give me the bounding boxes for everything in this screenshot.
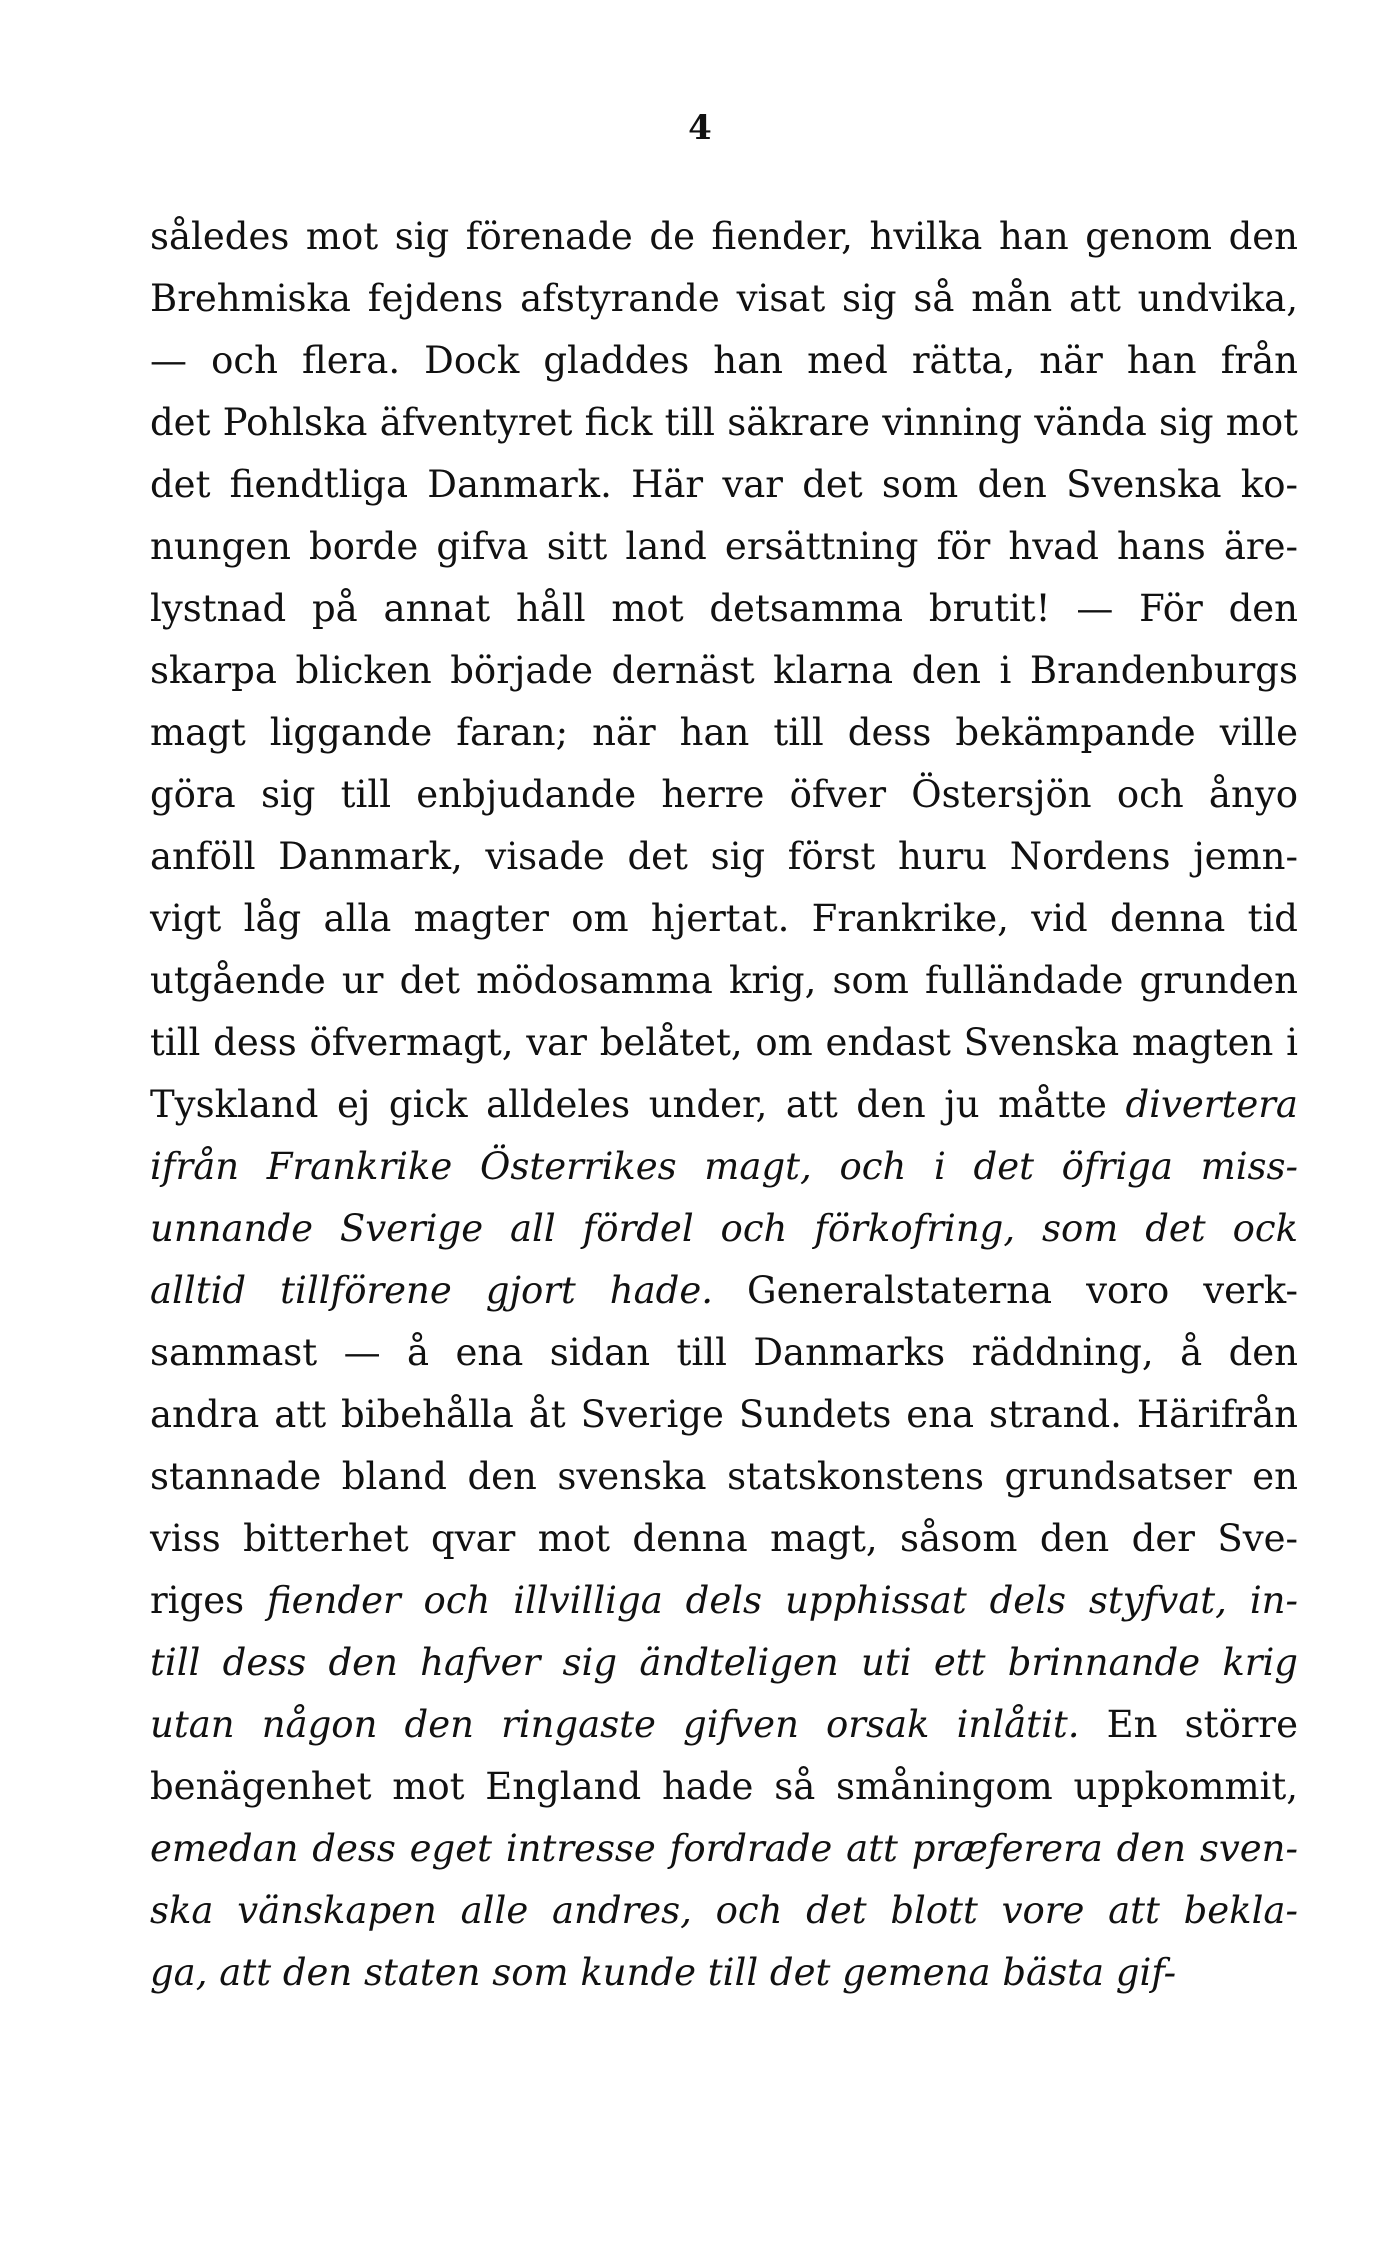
text-segment: det fiendtliga Danmark. Här var det som den Svenska ko- bbox=[150, 463, 1298, 506]
text-line bbox=[150, 1570, 1298, 1632]
italic-segment: utan någon den ringaste gifven orsak inlåtit. bbox=[150, 1703, 1080, 1746]
text-line bbox=[150, 268, 1298, 330]
text-line bbox=[150, 888, 1298, 950]
text-line bbox=[150, 1880, 1298, 1942]
text-segment: sammast — å ena sidan till Danmarks räddning, å den bbox=[150, 1331, 1298, 1374]
text-segment: lystnad på annat håll mot detsamma brutit! — För den bbox=[150, 587, 1298, 630]
text-segment: riges bbox=[150, 1579, 267, 1622]
page-number: 4 bbox=[688, 108, 712, 148]
italic-segment: alltid tillförene gjort hade. bbox=[150, 1269, 714, 1312]
text-line bbox=[150, 1012, 1298, 1074]
text-segment: stannade bland den svenska statskonstens grundsatser en bbox=[150, 1455, 1298, 1498]
text-segment: — och flera. Dock gladdes han med rätta, när han från bbox=[150, 339, 1298, 382]
text-segment: göra sig till enbjudande herre öfver Östersjön och ånyo bbox=[150, 773, 1298, 816]
text-line bbox=[150, 1942, 1298, 2004]
italic-segment: ga, att den staten som kunde till det gemena bästa gif- bbox=[150, 1951, 1177, 1994]
text-segment: Brehmiska fejdens afstyrande visat sig så mån att undvika, bbox=[150, 277, 1298, 320]
text-line bbox=[150, 206, 1298, 268]
text-line bbox=[150, 1756, 1298, 1818]
text-line bbox=[150, 640, 1298, 702]
text-line bbox=[150, 1074, 1298, 1136]
text-line bbox=[150, 1322, 1298, 1384]
text-line bbox=[150, 950, 1298, 1012]
body-text bbox=[150, 206, 1298, 2004]
italic-segment: divertera bbox=[1125, 1083, 1298, 1126]
text-segment: till dess öfvermagt, var belåtet, om endast Svenska magten i bbox=[150, 1021, 1298, 1064]
text-line bbox=[150, 578, 1298, 640]
text-line bbox=[150, 330, 1298, 392]
text-line bbox=[150, 1198, 1298, 1260]
text-line bbox=[150, 1632, 1298, 1694]
text-line bbox=[150, 392, 1298, 454]
text-segment: benägenhet mot England hade så småningom uppkommit, bbox=[150, 1765, 1298, 1808]
text-line bbox=[150, 764, 1298, 826]
text-segment: viss bitterhet qvar mot denna magt, såsom den der Sve- bbox=[150, 1517, 1298, 1560]
text-segment: således mot sig förenade de fiender, hvilka han genom den bbox=[150, 215, 1298, 258]
text-line bbox=[150, 1136, 1298, 1198]
text-line bbox=[150, 826, 1298, 888]
text-segment: Generalstaterna voro verk- bbox=[713, 1269, 1298, 1312]
italic-segment: till dess den hafver sig ändteligen uti ett brinnande krig bbox=[150, 1641, 1298, 1684]
text-segment: andra att bibehålla åt Sverige Sundets ena strand. Härifrån bbox=[150, 1393, 1298, 1436]
italic-segment: ska vänskapen alle andres, och det blott vore att bekla- bbox=[150, 1889, 1298, 1932]
text-segment: En större bbox=[1079, 1703, 1298, 1746]
text-line bbox=[150, 1446, 1298, 1508]
text-segment: anföll Danmark, visade det sig först huru Nordens jemn- bbox=[150, 835, 1298, 878]
text-line bbox=[150, 454, 1298, 516]
text-line bbox=[150, 1384, 1298, 1446]
text-segment: magt liggande faran; när han till dess bekämpande ville bbox=[150, 711, 1298, 754]
text-segment: det Pohlska äfventyret fick till säkrare vinning vända sig mot bbox=[150, 401, 1298, 444]
italic-segment: unnande Sverige all fördel och förkofring, som det ock bbox=[150, 1207, 1298, 1250]
text-line bbox=[150, 1694, 1298, 1756]
italic-segment: fiender och illvilliga dels upphissat dels styfvat, in- bbox=[266, 1579, 1298, 1622]
italic-segment: ifrån Frankrike Österrikes magt, och i det öfriga miss- bbox=[150, 1145, 1298, 1188]
text-segment: vigt låg alla magter om hjertat. Frankrike, vid denna tid bbox=[150, 897, 1298, 940]
text-line bbox=[150, 702, 1298, 764]
italic-segment: emedan dess eget intresse fordrade att præferera den sven- bbox=[150, 1827, 1298, 1870]
text-segment: Tyskland ej gick alldeles under, att den ju måtte bbox=[150, 1083, 1126, 1126]
text-line bbox=[150, 1508, 1298, 1570]
text-line bbox=[150, 1260, 1298, 1322]
text-segment: skarpa blicken började dernäst klarna den i Brandenburgs bbox=[150, 649, 1298, 692]
text-segment: utgående ur det mödosamma krig, som fulländade grunden bbox=[150, 959, 1298, 1002]
text-line bbox=[150, 1818, 1298, 1880]
text-line bbox=[150, 516, 1298, 578]
text-segment: nungen borde gifva sitt land ersättning för hvad hans äre- bbox=[150, 525, 1298, 568]
